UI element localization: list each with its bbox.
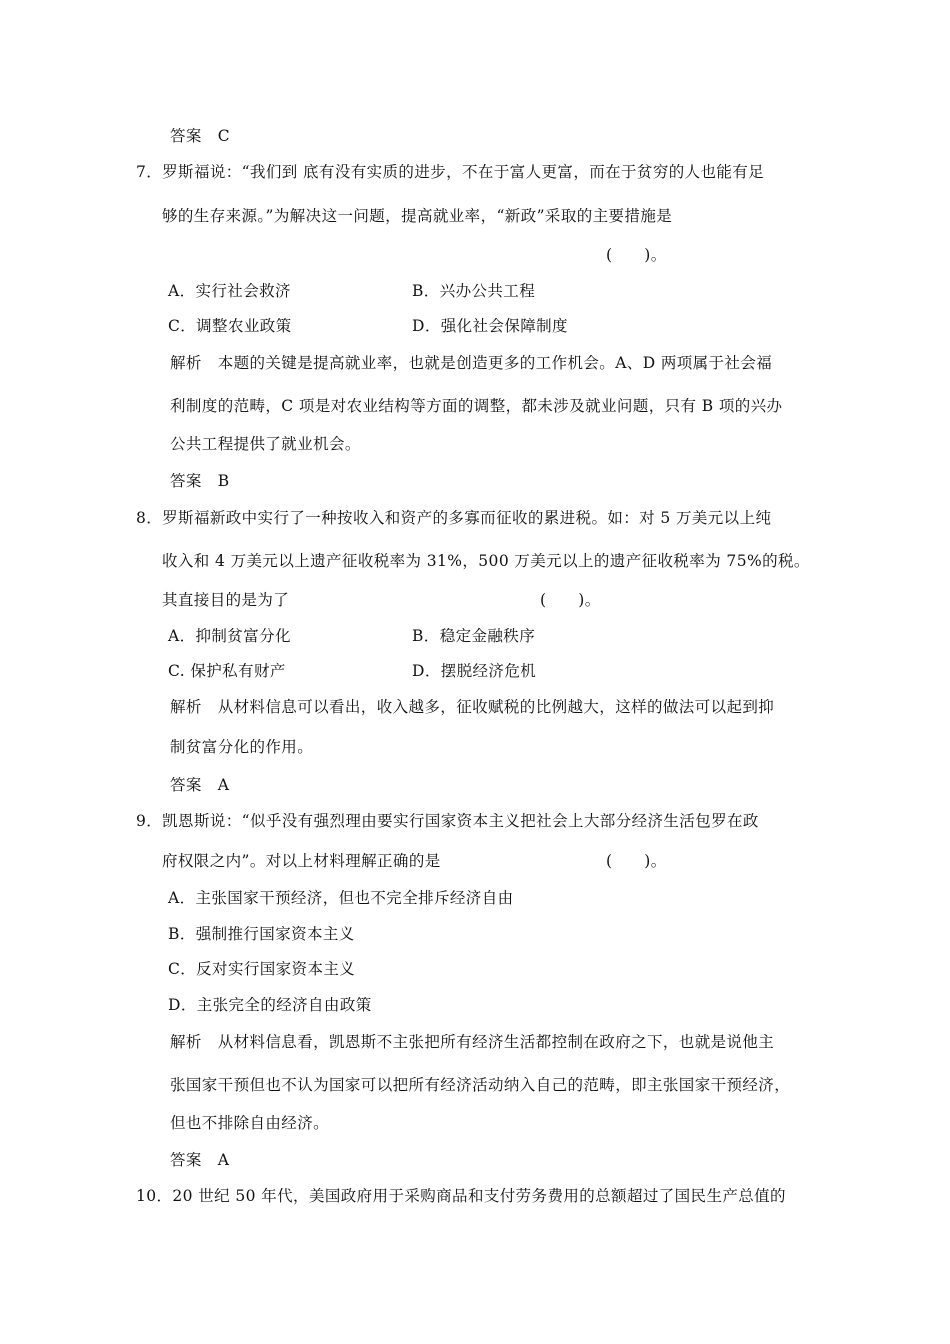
question-9-explanation-3: 但也不排除自由经济。 (170, 1114, 330, 1132)
question-8-line-1: 8．罗斯福新政中实行了一种按收入和资产的多寡而征收的累进税。如：对 5 万美元以上纯 (136, 509, 772, 527)
question-9-explanation-2: 张国家干预但也不认为国家可以把所有经济活动纳入自己的范畴，即主张国家干预经济， (170, 1076, 791, 1094)
question-7-explanation-1: 解析 本题的关键是提高就业率，也就是创造更多的工作机会。A、D 两项属于社会福 (170, 354, 773, 372)
question-7-explanation-2: 利制度的范畴，C 项是对农业结构等方面的调整，都未涉及就业问题，只有 B 项的兴办 (170, 397, 783, 415)
question-9-option-b: B．强制推行国家资本主义 (168, 925, 355, 943)
question-7-option-d: D．强化社会保障制度 (412, 317, 568, 335)
question-10-line-1: 10．20 世纪 50 年代，美国政府用于采购商品和支付劳务费用的总额超过了国民生产总值的 (136, 1187, 786, 1205)
question-9-blank: ( )。 (606, 852, 667, 870)
answer-9: 答案 A (170, 1151, 230, 1169)
question-7-option-c: C．调整农业政策 (168, 317, 292, 335)
answer-8: 答案 A (170, 776, 230, 794)
question-9-explanation-1: 解析 从材料信息看，凯恩斯不主张把所有经济生活都控制在政府之下，也就是说他主 (170, 1033, 775, 1051)
question-8-explanation-2: 制贫富分化的作用。 (170, 738, 314, 756)
answer-6: 答案 C (170, 127, 230, 145)
question-8-blank: ( )。 (540, 591, 601, 609)
question-8-option-c: C. 保护私有财产 (168, 662, 286, 680)
question-8-explanation-1: 解析 从材料信息可以看出，收入越多，征收赋税的比例越大，这样的做法可以起到抑 (170, 698, 775, 716)
question-9-option-c: C．反对实行国家资本主义 (168, 960, 356, 978)
question-9-option-d: D．主张完全的经济自由政策 (168, 996, 372, 1014)
question-8-line-3: 其直接目的是为了 (162, 591, 290, 609)
question-7-line-1: 7．罗斯福说：“我们到 底有没有实质的进步，不在于富人更富，而在于贫穷的人也能有足 (136, 163, 765, 181)
question-7-line-2: 够的生存来源。”为解决这一问题，提高就业率，“新政”采取的主要措施是 (162, 207, 673, 225)
question-7-explanation-3: 公共工程提供了就业机会。 (170, 435, 361, 453)
question-8-option-d: D．摆脱经济危机 (412, 662, 537, 680)
question-9-line-1: 9．凯恩斯说：“似乎没有强烈理由要实行国家资本主义把社会上大部分经济生活包罗在政 (136, 812, 759, 830)
question-8-line-2: 收入和 4 万美元以上遗产征收税率为 31%，500 万美元以上的遗产征收税率为 75%的税。 (162, 552, 810, 570)
question-8-option-b: B．稳定金融秩序 (412, 627, 536, 645)
question-8-option-a: A．抑制贫富分化 (168, 627, 291, 645)
question-7-option-a: A．实行社会救济 (168, 282, 291, 300)
question-7-blank: ( )。 (606, 246, 667, 264)
answer-7: 答案 B (170, 472, 230, 490)
question-7-option-b: B．兴办公共工程 (412, 282, 536, 300)
question-9-option-a: A．主张国家干预经济，但也不完全排斥经济自由 (168, 889, 514, 907)
question-9-line-2: 府权限之内”。对以上材料理解正确的是 (162, 852, 441, 870)
